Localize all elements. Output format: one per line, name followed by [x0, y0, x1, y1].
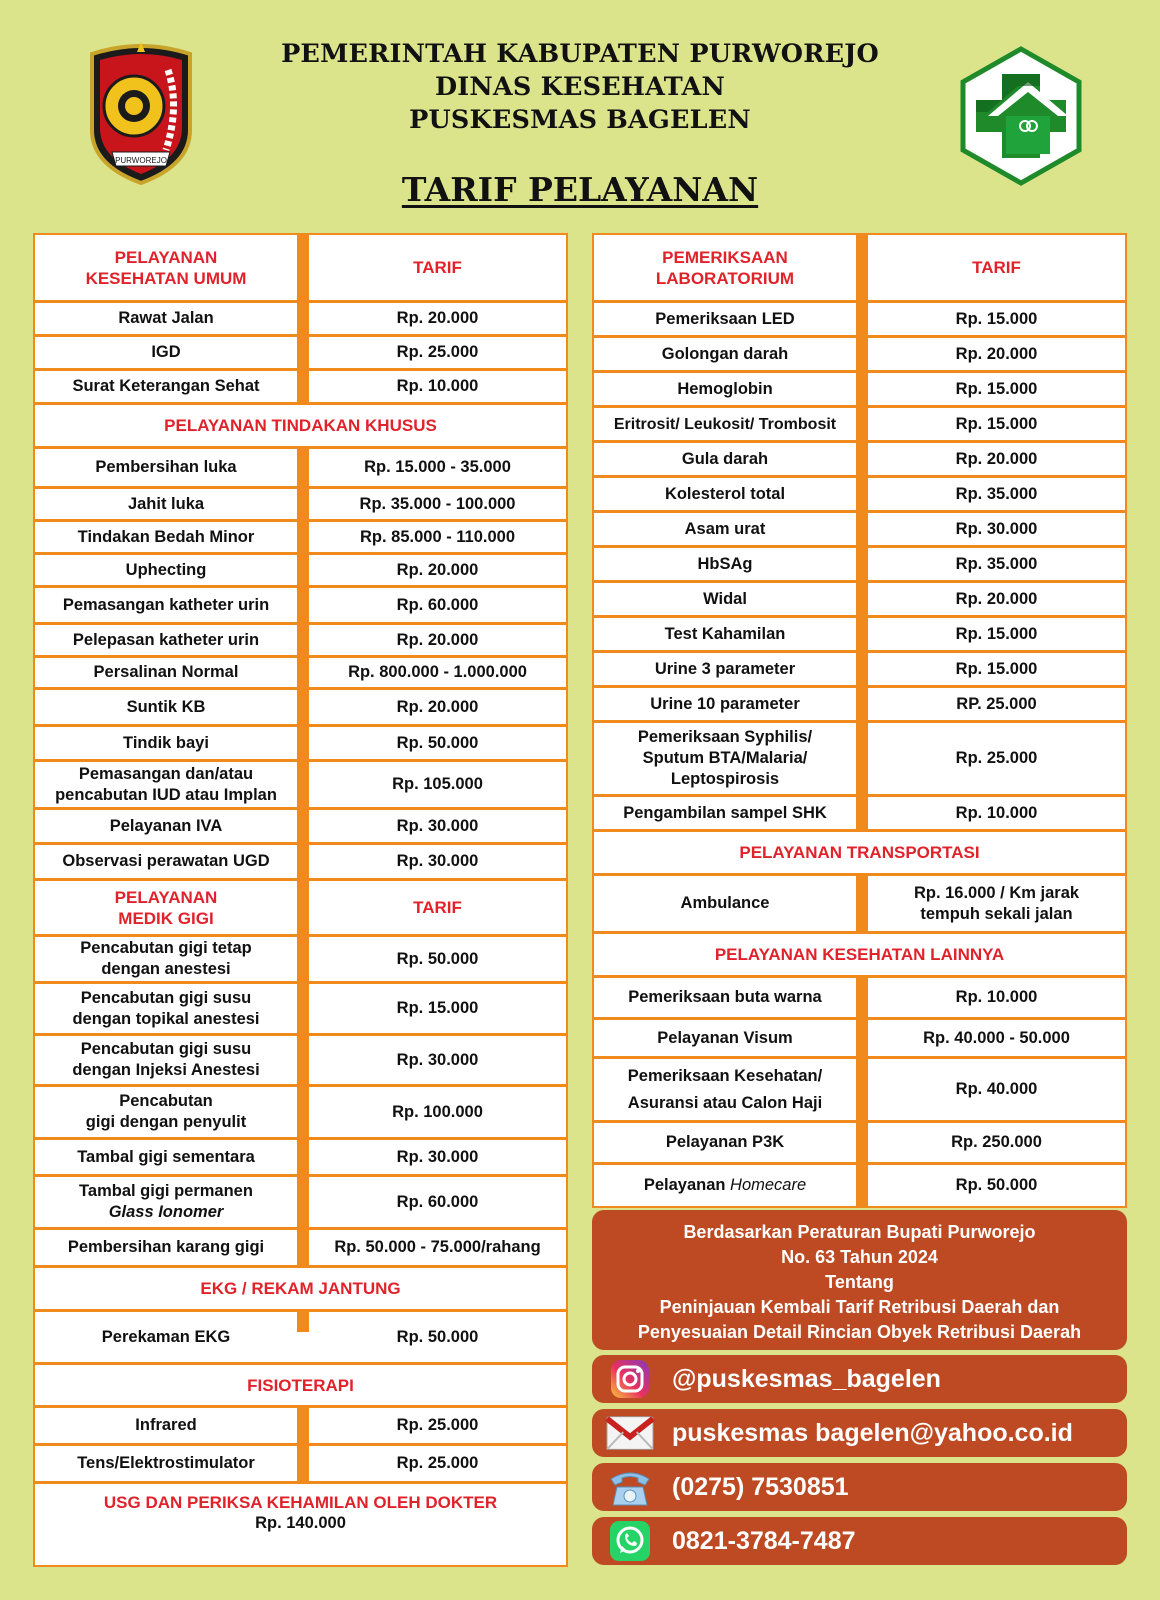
table-row — [594, 373, 1125, 408]
service-name: Uphecting — [125, 560, 207, 579]
service-price: Rp. 20.000 — [396, 560, 479, 579]
table-row — [594, 1123, 1125, 1165]
table-row — [35, 303, 566, 337]
table-row — [594, 1020, 1125, 1059]
service-price: Rp. 40.000 - 50.000 — [923, 1028, 1070, 1047]
service-price: Rp. 35.000 — [955, 484, 1038, 503]
service-price: Rp. 25.000 — [396, 1416, 479, 1434]
service-name: Pelayanan IVA — [109, 816, 223, 835]
left-tariff-table — [33, 233, 568, 1567]
column-header-tariff: TARIF — [413, 258, 462, 277]
column-header-service: PELAYANAN KESEHATAN UMUM — [85, 247, 247, 288]
service-name: IGD — [151, 343, 181, 361]
service-name: Hemoglobin — [677, 379, 773, 398]
service-price: Rp. 20.000 — [955, 344, 1038, 363]
column-header-tariff: TARIF — [972, 258, 1021, 277]
service-price: Rp. 60.000 — [396, 1192, 479, 1211]
service-name: Pelepasan katheter urin — [72, 630, 260, 649]
table-row — [594, 408, 1125, 443]
header-text — [250, 38, 910, 137]
table-row — [594, 1059, 1125, 1123]
service-price: Rp. 15.000 — [955, 624, 1038, 643]
service-name: Gula darah — [681, 449, 769, 468]
service-price: Rp. 25.000 — [396, 343, 479, 361]
service-name: Tindik bayi — [123, 733, 209, 752]
table-row — [594, 338, 1125, 373]
instagram-handle[interactable]: @puskesmas_bagelen — [672, 1364, 941, 1393]
service-price: Rp. 35.000 — [955, 554, 1038, 573]
service-price: Rp. 50.000 — [396, 949, 479, 968]
table-header — [35, 235, 566, 303]
service-price: Rp. 20.000 — [396, 309, 479, 327]
telephone-icon — [606, 1466, 654, 1508]
mail-icon — [606, 1412, 654, 1454]
service-name: Urine 3 parameter — [654, 659, 796, 678]
svg-text:PURWOREJO: PURWOREJO — [115, 156, 167, 165]
service-name: Suntik KB — [126, 697, 206, 716]
service-price: Rp. 10.000 — [955, 988, 1038, 1006]
service-name: Pencabutan gigi susu dengan Injeksi Anestesi — [72, 1040, 260, 1079]
regulation-note: Berdasarkan Peraturan Bupati Purworejo No. 63 Tahun 2024 Tentang Peninjauan Kembali Tarif Retribusi Daerah dan Penyesuaian Detail Rincian Obyek Retribusi Daerah — [592, 1210, 1127, 1350]
column-header-tariff: TARIF — [413, 898, 462, 917]
service-price: Rp. 50.000 - 75.000/rahang — [334, 1238, 541, 1256]
service-name: Tens/Elektrostimulator — [77, 1454, 255, 1472]
phone-contact[interactable] — [592, 1463, 1127, 1511]
table-row — [35, 337, 566, 371]
service-price: Rp. 30.000 — [955, 519, 1038, 538]
service-price: Rp. 20.000 — [955, 589, 1038, 608]
section-heading: EKG / REKAM JANTUNG — [35, 1268, 566, 1312]
table-row — [35, 625, 566, 658]
table-row — [35, 690, 566, 727]
section-heading: PELAYANAN KESEHATAN LAINNYA — [594, 934, 1125, 978]
table-row — [594, 688, 1125, 723]
table-row — [594, 797, 1125, 832]
service-name: Tambal gigi permanen Glass Ionomer — [79, 1182, 253, 1221]
puskesmas-logo-icon — [958, 46, 1084, 186]
column-header-service: PEMERIKSAAN LABORATORIUM — [655, 247, 795, 288]
section-heading: FISIOTERAPI — [35, 1365, 566, 1408]
service-price: Rp. 25.000 — [396, 1454, 479, 1472]
email-contact[interactable] — [592, 1409, 1127, 1457]
table-row — [594, 723, 1125, 797]
table-row — [594, 583, 1125, 618]
service-name: Pemeriksaan Kesehatan/ Asuransi atau Calon Haji — [627, 1066, 823, 1112]
phone-number[interactable]: (0275) 7530851 — [672, 1472, 849, 1501]
service-name: Pemeriksaan Syphilis/ Sputum BTA/Malaria/ Leptospirosis — [637, 728, 813, 788]
instagram-contact[interactable] — [592, 1355, 1127, 1403]
service-name: Pencabutan gigi dengan penyulit — [85, 1092, 247, 1131]
service-name: Pelayanan P3K — [665, 1133, 785, 1151]
table-row — [594, 478, 1125, 513]
table-row — [35, 810, 566, 845]
section-heading: PELAYANAN TRANSPORTASI — [594, 832, 1125, 876]
column-header-service: PELAYANAN MEDIK GIGI — [114, 887, 218, 928]
service-name: Eritrosit/ Leukosit/ Trombosit — [613, 415, 837, 433]
service-name: Pelayanan Homecare — [643, 1176, 807, 1194]
government-name: PEMERINTAH KABUPATEN PURWOREJO — [281, 39, 879, 69]
table-row — [35, 555, 566, 588]
service-price: Rp. 50.000 — [955, 1176, 1038, 1194]
service-name: Urine 10 parameter — [650, 694, 800, 713]
whatsapp-contact[interactable] — [592, 1517, 1127, 1565]
service-price: Rp. 40.000 — [955, 1080, 1038, 1098]
service-name: Test Kahamilan — [664, 624, 786, 643]
table-row — [594, 548, 1125, 583]
service-price: Rp. 60.000 — [396, 595, 479, 614]
table-row — [35, 1408, 566, 1446]
table-row — [594, 443, 1125, 478]
table-row — [35, 845, 566, 881]
service-price: Rp. 100.000 — [392, 1102, 483, 1121]
service-price: Rp. 140.000 — [255, 1513, 346, 1532]
table-row — [35, 984, 566, 1036]
service-name: Pemasangan dan/atau pencabutan IUD atau Implan — [55, 764, 277, 804]
service-name: Widal — [703, 589, 747, 608]
whatsapp-number[interactable]: 0821-3784-7487 — [672, 1526, 856, 1555]
service-price: Rp. 15.000 — [955, 659, 1038, 678]
service-price: RP. 25.000 — [956, 694, 1037, 713]
service-price: Rp. 30.000 — [396, 1147, 479, 1166]
service-price: Rp. 50.000 — [396, 1327, 479, 1346]
service-price: Rp. 25.000 — [955, 749, 1038, 767]
header — [0, 0, 1160, 225]
whatsapp-icon — [606, 1520, 654, 1562]
service-price: Rp. 15.000 — [955, 379, 1038, 398]
table-row — [35, 522, 566, 555]
table-row — [35, 1036, 566, 1087]
table-row — [35, 1312, 566, 1365]
service-name: Tambal gigi sementara — [77, 1147, 255, 1166]
service-name: Pencabutan gigi tetap dengan anestesi — [80, 939, 252, 978]
table-row — [594, 978, 1125, 1020]
service-name: Pencabutan gigi susu dengan topikal anestesi — [72, 988, 260, 1028]
right-tariff-table — [592, 233, 1127, 1208]
service-price: Rp. 30.000 — [396, 1050, 479, 1069]
table-row — [594, 303, 1125, 338]
service-price: Rp. 15.000 — [955, 309, 1038, 328]
page-title: TARIF PELAYANAN — [401, 170, 759, 209]
purworejo-emblem-icon — [82, 40, 200, 185]
table-row — [594, 1165, 1125, 1206]
table-row — [35, 1177, 566, 1230]
table-row — [594, 876, 1125, 934]
department-name: DINAS KESEHATAN — [434, 72, 726, 102]
service-name: Jahit luka — [127, 494, 205, 513]
table-row — [594, 653, 1125, 688]
service-name: Ambulance — [680, 894, 770, 912]
service-price: Rp. 30.000 — [396, 852, 479, 870]
table-row — [35, 1140, 566, 1177]
table-row — [594, 618, 1125, 653]
service-name: Pemasangan katheter urin — [62, 595, 270, 614]
service-name: Perekaman EKG — [101, 1327, 231, 1346]
service-price: Rp. 15.000 — [955, 414, 1038, 433]
service-price: Rp. 30.000 — [396, 816, 479, 835]
service-name: Rawat Jalan — [118, 309, 214, 327]
table-row — [35, 588, 566, 625]
section-heading: PELAYANAN TINDAKAN KHUSUS — [35, 405, 566, 449]
service-price: Rp. 35.000 - 100.000 — [359, 494, 516, 513]
instagram-icon — [606, 1358, 654, 1400]
service-price: Rp. 250.000 — [951, 1133, 1042, 1151]
service-name: Pengambilan sampel SHK — [623, 803, 827, 822]
table-row — [35, 1087, 566, 1140]
service-name: Tindakan Bedah Minor — [77, 527, 255, 546]
table-row — [35, 762, 566, 810]
table-row — [35, 449, 566, 489]
service-price: Rp. 85.000 - 110.000 — [359, 527, 516, 546]
service-price: Rp. 15.000 - 35.000 — [364, 458, 511, 476]
service-name: Surat Keterangan Sehat — [72, 377, 260, 395]
clinic-name: PUSKESMAS BAGELEN — [409, 105, 751, 135]
service-name: HbSAg — [697, 554, 753, 573]
service-name: Infrared — [135, 1416, 197, 1434]
table-row — [35, 489, 566, 522]
service-name: Pemeriksaan buta warna — [628, 988, 822, 1006]
service-price: Rp. 20.000 — [396, 630, 479, 649]
table-row — [35, 371, 566, 405]
table-row — [594, 513, 1125, 548]
table-header — [594, 235, 1125, 303]
table-row — [35, 658, 566, 690]
table-row — [35, 1446, 566, 1484]
service-price: Rp. 15.000 — [396, 999, 479, 1017]
table-row — [35, 937, 566, 984]
service-price: Rp. 20.000 — [955, 449, 1038, 468]
usg-row — [35, 1484, 566, 1541]
service-name: Pembersihan luka — [95, 458, 237, 476]
service-name: Pembersihan karang gigi — [67, 1238, 265, 1256]
service-name: Kolesterol total — [664, 484, 786, 503]
table-header — [35, 881, 566, 937]
service-name: Pemeriksaan LED — [655, 309, 795, 328]
service-price: Rp. 50.000 — [396, 733, 479, 752]
service-name: Observasi perawatan UGD — [62, 852, 270, 870]
service-name: Persalinan Normal — [93, 663, 239, 681]
service-price: Rp. 10.000 — [396, 377, 479, 395]
table-row — [35, 727, 566, 762]
service-name: Pelayanan Visum — [657, 1028, 793, 1047]
service-price: Rp. 10.000 — [955, 803, 1038, 822]
service-price: Rp. 105.000 — [392, 775, 483, 793]
table-row — [35, 1230, 566, 1268]
section-heading: USG DAN PERIKSA KEHAMILAN OLEH DOKTER — [103, 1492, 498, 1512]
service-price: Rp. 16.000 / Km jarak tempuh sekali jalan — [913, 883, 1080, 923]
service-price: Rp. 20.000 — [396, 697, 479, 716]
service-name: Golongan darah — [661, 344, 789, 363]
email-address[interactable]: puskesmas bagelen@yahoo.co.id — [672, 1418, 1073, 1447]
service-name: Asam urat — [684, 519, 766, 538]
service-price: Rp. 800.000 - 1.000.000 — [348, 663, 527, 681]
